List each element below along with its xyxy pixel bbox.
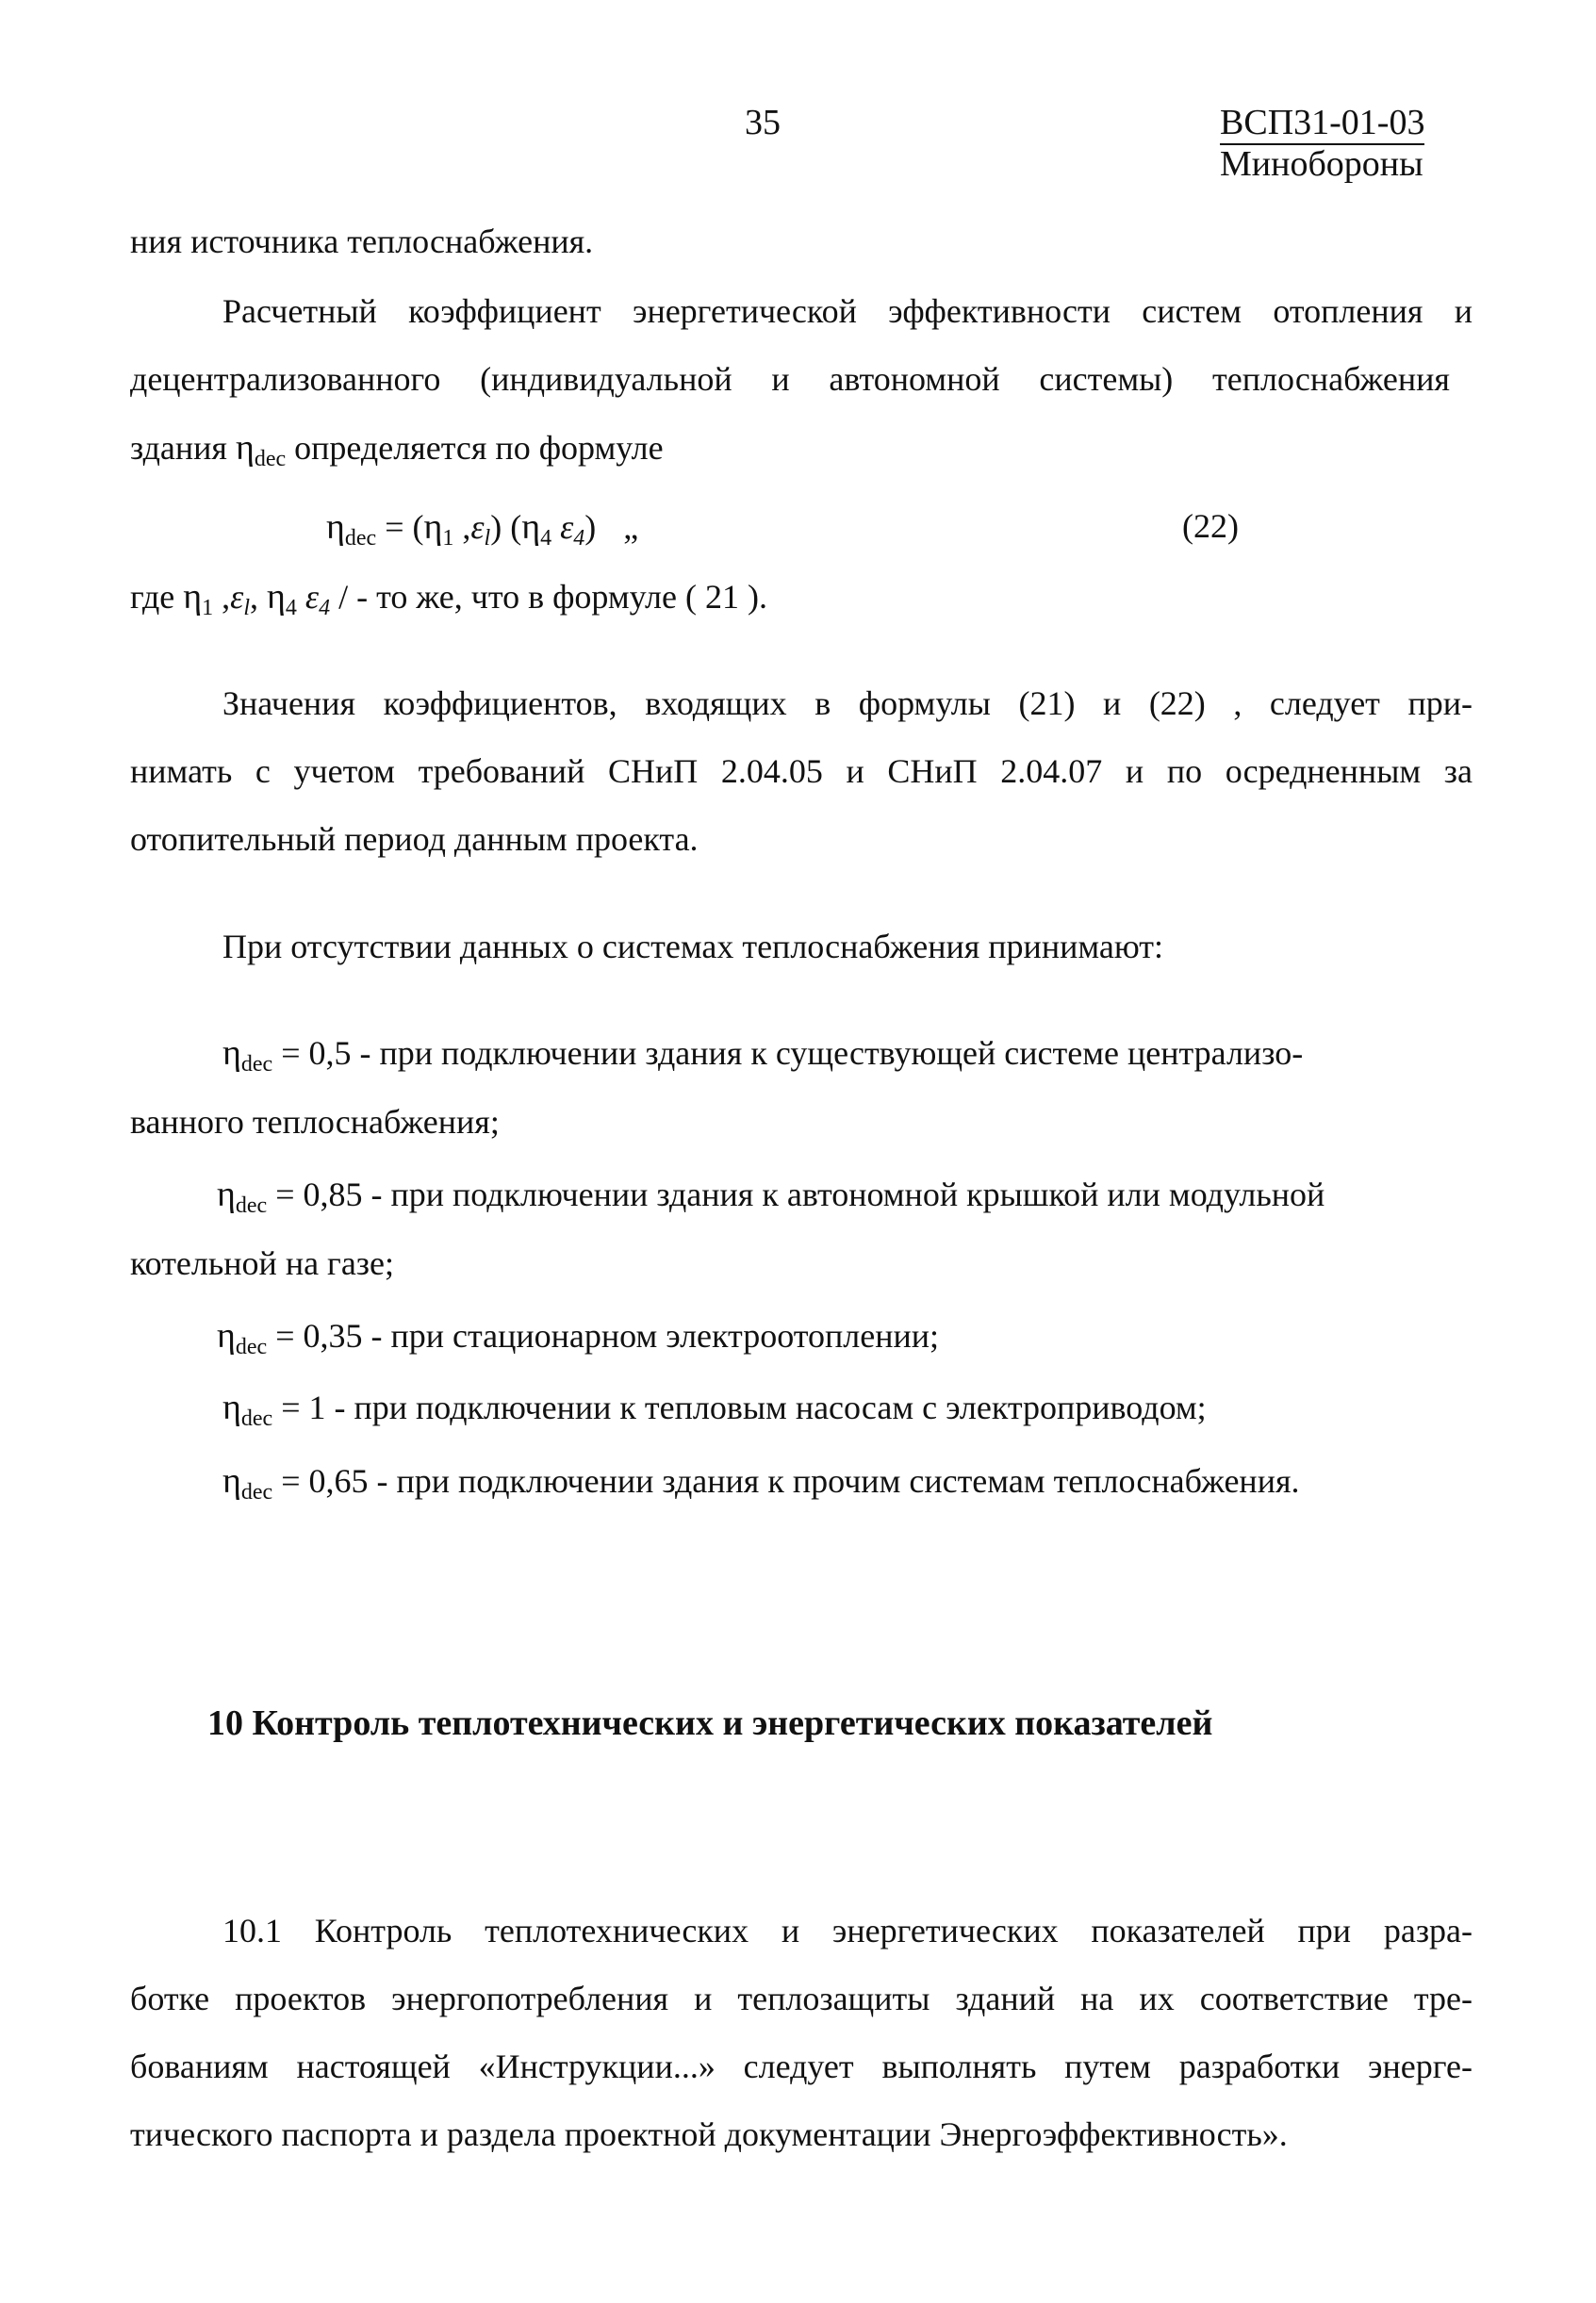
dec-subscript: dec xyxy=(240,1052,273,1077)
list-item xyxy=(222,1463,1300,1504)
list-item xyxy=(222,1035,1303,1076)
eta-symbol: η xyxy=(423,507,443,547)
subscript: l xyxy=(484,526,491,551)
list-item xyxy=(222,1390,1207,1430)
formula-part: ) xyxy=(584,508,597,546)
eta-symbol: η xyxy=(326,507,345,547)
paragraph-10-1-line-2: ботке проектов энергопотребления и теплозащиты зданий на их соответствие тре- xyxy=(130,1980,1473,2017)
subscript: 4 xyxy=(285,596,297,620)
dec-subscript: dec xyxy=(344,526,377,551)
eta-symbol: η xyxy=(222,1388,241,1427)
formula-part: , xyxy=(213,578,231,616)
eta-symbol: η xyxy=(217,1175,236,1214)
list-item-continuation: котельной на газе; xyxy=(130,1244,395,1282)
epsilon-symbol: ε xyxy=(470,508,485,546)
list-item-text: = 0,5 - при подключении здания к существующей системе централизо- xyxy=(272,1034,1304,1072)
list-item-text: = 0,35 - при стационарном электроотоплении; xyxy=(267,1317,939,1355)
formula-part: ) ( xyxy=(490,508,522,546)
paragraph-coefficient-line-2: децентрализованного (индивидуальной и автономной системы) теплоснабжения xyxy=(130,360,1450,398)
subscript: 1 xyxy=(442,526,454,551)
text-fragment: здания xyxy=(130,429,236,467)
list-item xyxy=(217,1318,939,1358)
eta-symbol: η xyxy=(183,577,203,617)
epsilon-symbol: ε xyxy=(230,578,244,616)
paragraph-coefficient-line-3 xyxy=(130,430,664,470)
formula-part: = ( xyxy=(376,508,424,546)
paragraph-coefficient-line-1: Расчетный коэффициент энергетической эффективности систем отопления и xyxy=(222,292,1473,330)
list-item-text: = 0,65 - при подключении здания к прочим системам теплоснабжения. xyxy=(272,1462,1300,1500)
subscript: 4 xyxy=(573,526,585,551)
eta-symbol: η xyxy=(217,1316,236,1356)
epsilon-symbol: ε xyxy=(304,578,320,616)
dec-subscript: dec xyxy=(235,1193,268,1218)
subscript: 4 xyxy=(540,526,552,551)
paragraph-10-1-line-3: бованиям настоящей «Инструкции...» следует выполнять путем разработки энерге- xyxy=(130,2048,1473,2085)
text-fragment: определяется по формуле xyxy=(286,429,664,467)
list-item-text: = 1 - при подключении к тепловым насосам с электроприводом; xyxy=(272,1389,1207,1426)
text-fragment: - то же, что в формуле ( 21 ). xyxy=(348,578,767,616)
subscript: 4 xyxy=(319,596,331,620)
subscript: l xyxy=(243,596,251,620)
epsilon-symbol: ε xyxy=(560,508,574,546)
formula-22 xyxy=(326,509,638,550)
formula-part: , xyxy=(250,578,268,616)
list-item-text: = 0,85 - при подключении здания к автономной крышкой или модульной xyxy=(267,1176,1325,1213)
page-number: 35 xyxy=(745,103,781,142)
formula-part: / xyxy=(330,578,349,616)
paragraph-values-line-3: отопительный период данным проекта. xyxy=(130,820,699,858)
eta-symbol: η xyxy=(222,1033,241,1073)
dec-subscript: dec xyxy=(240,1480,273,1505)
eta-symbol: η xyxy=(521,507,541,547)
list-item-continuation: ванного теплоснабжения; xyxy=(130,1103,500,1141)
doc-code-text: ВСП31-01-03 xyxy=(1220,103,1424,145)
paragraph-10-1-line-4: тического паспорта и раздела проектной документации Энергоэффективность». xyxy=(130,2115,1288,2153)
dec-subscript: dec xyxy=(254,447,287,471)
eta-symbol: η xyxy=(235,428,255,468)
list-item xyxy=(217,1176,1325,1217)
doc-code xyxy=(1220,102,1424,143)
paragraph-continuation: ния источника теплоснабжения. xyxy=(130,222,594,260)
paragraph-values-line-1: Значения коэффициентов, входящих в формулы (21) и (22) , следует при- xyxy=(222,684,1473,722)
section-heading: 10 Контроль теплотехнических и энергетических показателей xyxy=(207,1703,1213,1743)
dec-subscript: dec xyxy=(235,1335,268,1359)
paragraph-absent-data: При отсутствии данных о системах теплоснабжения принимают: xyxy=(222,928,1164,965)
paragraph-10-1-line-1: 10.1 Контроль теплотехнических и энергетических показателей при разра- xyxy=(222,1912,1473,1949)
dec-subscript: dec xyxy=(240,1406,273,1431)
paragraph-values-line-2: нимать с учетом требований СНиП 2.04.05 и СНиП 2.04.07 и по осредненным за xyxy=(130,752,1473,790)
text-fragment: где xyxy=(130,578,184,616)
eta-symbol: η xyxy=(267,577,286,617)
formula-number: (22) xyxy=(1182,507,1239,545)
ministry-name: Минобороны xyxy=(1220,144,1423,184)
formula-explanation xyxy=(130,579,767,619)
subscript: 1 xyxy=(202,596,214,620)
eta-symbol: η xyxy=(222,1461,241,1501)
formula-part: , xyxy=(453,508,471,546)
formula-part: „ xyxy=(623,508,639,546)
